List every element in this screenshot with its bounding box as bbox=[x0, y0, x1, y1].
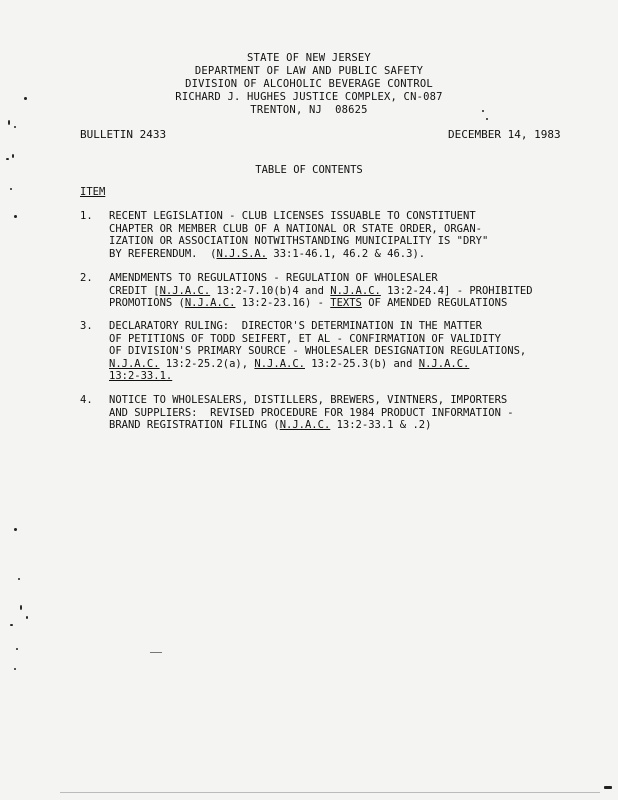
scan-speck bbox=[10, 624, 13, 626]
scan-speck bbox=[14, 215, 17, 218]
toc-title: TABLE OF CONTENTS bbox=[255, 164, 363, 176]
bulletin-number: BULLETIN 2433 bbox=[80, 128, 167, 141]
regulation-citation: N.J.A.C. bbox=[109, 357, 160, 370]
toc-entry-1 bbox=[80, 210, 610, 260]
scan-speck bbox=[18, 578, 20, 580]
entry-line: CHAPTER OR MEMBER CLUB OF A NATIONAL OR STATE ORDER, ORGAN- bbox=[109, 222, 482, 235]
entry-text-underlined: TEXTS bbox=[330, 297, 362, 309]
regulation-citation: 13:2-33.1. bbox=[109, 370, 173, 382]
entry-text: 13:2-25.2(a), bbox=[159, 357, 255, 370]
scan-speck bbox=[604, 786, 612, 789]
entry-line: IZATION OR ASSOCIATION NOTWITHSTANDING MUNICIPALITY IS "DRY" bbox=[109, 235, 489, 247]
regulation-citation: N.J.A.C. bbox=[184, 297, 236, 309]
entry-text: CREDIT [ bbox=[109, 284, 160, 297]
entry-number: 2. bbox=[80, 272, 93, 284]
entry-line: RECENT LEGISLATION - CLUB LICENSES ISSUABLE TO CONSTITUENT bbox=[109, 210, 476, 222]
toc-entry-2 bbox=[80, 272, 610, 310]
scan-speck bbox=[26, 616, 28, 619]
letterhead-line-complex: RICHARD J. HUGHES JUSTICE COMPLEX, CN-087 bbox=[175, 91, 443, 103]
scan-speck bbox=[16, 648, 18, 650]
entry-line: AND SUPPLIERS: REVISED PROCEDURE FOR 1984 PRODUCT INFORMATION - bbox=[109, 406, 514, 419]
entry-text: BY REFERENDUM. ( bbox=[109, 247, 217, 260]
regulation-citation: N.J.A.C. bbox=[254, 357, 305, 370]
entry-text: 13:2-23.16) - bbox=[235, 297, 331, 309]
entry-text: BRAND REGISTRATION FILING ( bbox=[109, 419, 280, 431]
statute-citation: N.J.S.A. bbox=[216, 247, 268, 260]
entry-text: PROMOTIONS ( bbox=[109, 297, 185, 309]
item-column-heading: ITEM bbox=[80, 186, 106, 198]
letterhead-line-division: DIVISION OF ALCOHOLIC BEVERAGE CONTROL bbox=[185, 78, 433, 90]
scan-speck bbox=[8, 120, 10, 125]
entry-line: DECLARATORY RULING: DIRECTOR'S DETERMINATION IN THE MATTER bbox=[109, 320, 482, 332]
entry-line bbox=[109, 248, 610, 261]
scan-speck bbox=[20, 605, 22, 610]
entry-text: 13:2-25.3(b) and bbox=[304, 357, 419, 370]
entry-number: 3. bbox=[80, 320, 93, 332]
entry-line bbox=[109, 285, 610, 298]
letterhead-line-city: TRENTON, NJ 08625 bbox=[250, 104, 368, 116]
entry-line bbox=[109, 419, 610, 432]
regulation-citation: N.J.A.C. bbox=[159, 284, 211, 297]
letterhead-line-department: DEPARTMENT OF LAW AND PUBLIC SAFETY bbox=[194, 65, 424, 77]
entry-line bbox=[109, 370, 610, 383]
entry-line bbox=[109, 297, 610, 310]
entry-line bbox=[109, 358, 610, 371]
entry-text: OF AMENDED REGULATIONS bbox=[361, 297, 508, 309]
scan-speck bbox=[6, 158, 9, 160]
scan-mark bbox=[150, 652, 162, 653]
scan-speck bbox=[14, 668, 16, 670]
entry-line: OF DIVISION'S PRIMARY SOURCE - WHOLESALER DESIGNATION REGULATIONS, bbox=[109, 345, 527, 357]
regulation-citation: N.J.A.C. bbox=[279, 419, 331, 431]
scan-edge-line bbox=[60, 792, 600, 793]
entry-line: NOTICE TO WHOLESALERS, DISTILLERS, BREWERS, VINTNERS, IMPORTERS bbox=[109, 394, 508, 406]
entry-number: 4. bbox=[80, 394, 93, 406]
regulation-citation: N.J.A.C. bbox=[330, 284, 381, 297]
toc-entry-4 bbox=[80, 394, 610, 432]
letterhead-line-state: STATE OF NEW JERSEY bbox=[247, 52, 371, 64]
scan-speck bbox=[10, 188, 12, 190]
entry-number: 1. bbox=[80, 210, 93, 222]
entry-text: 13:2-33.1 & .2) bbox=[330, 419, 432, 431]
scan-speck bbox=[12, 154, 14, 158]
toc-entry-3 bbox=[80, 320, 610, 383]
entry-text: 13:2-7.10(b)4 and bbox=[210, 284, 331, 297]
entry-line: OF PETITIONS OF TODD SEIFERT, ET AL - CONFIRMATION OF VALIDITY bbox=[109, 332, 501, 345]
scan-speck bbox=[24, 97, 27, 100]
scan-speck bbox=[482, 110, 484, 112]
entry-line: AMENDMENTS TO REGULATIONS - REGULATION OF WHOLESALER bbox=[109, 272, 438, 284]
entry-text: 13:2-24.4] - PROHIBITED bbox=[380, 284, 533, 297]
scan-speck bbox=[14, 126, 16, 128]
regulation-citation: N.J.A.C. bbox=[418, 357, 470, 370]
letterhead bbox=[0, 52, 618, 117]
entry-text: 33:1-46.1, 46.2 & 46.3). bbox=[267, 247, 426, 260]
bulletin-date: DECEMBER 14, 1983 bbox=[448, 128, 561, 141]
scan-speck bbox=[486, 118, 488, 120]
scan-speck bbox=[14, 528, 17, 531]
